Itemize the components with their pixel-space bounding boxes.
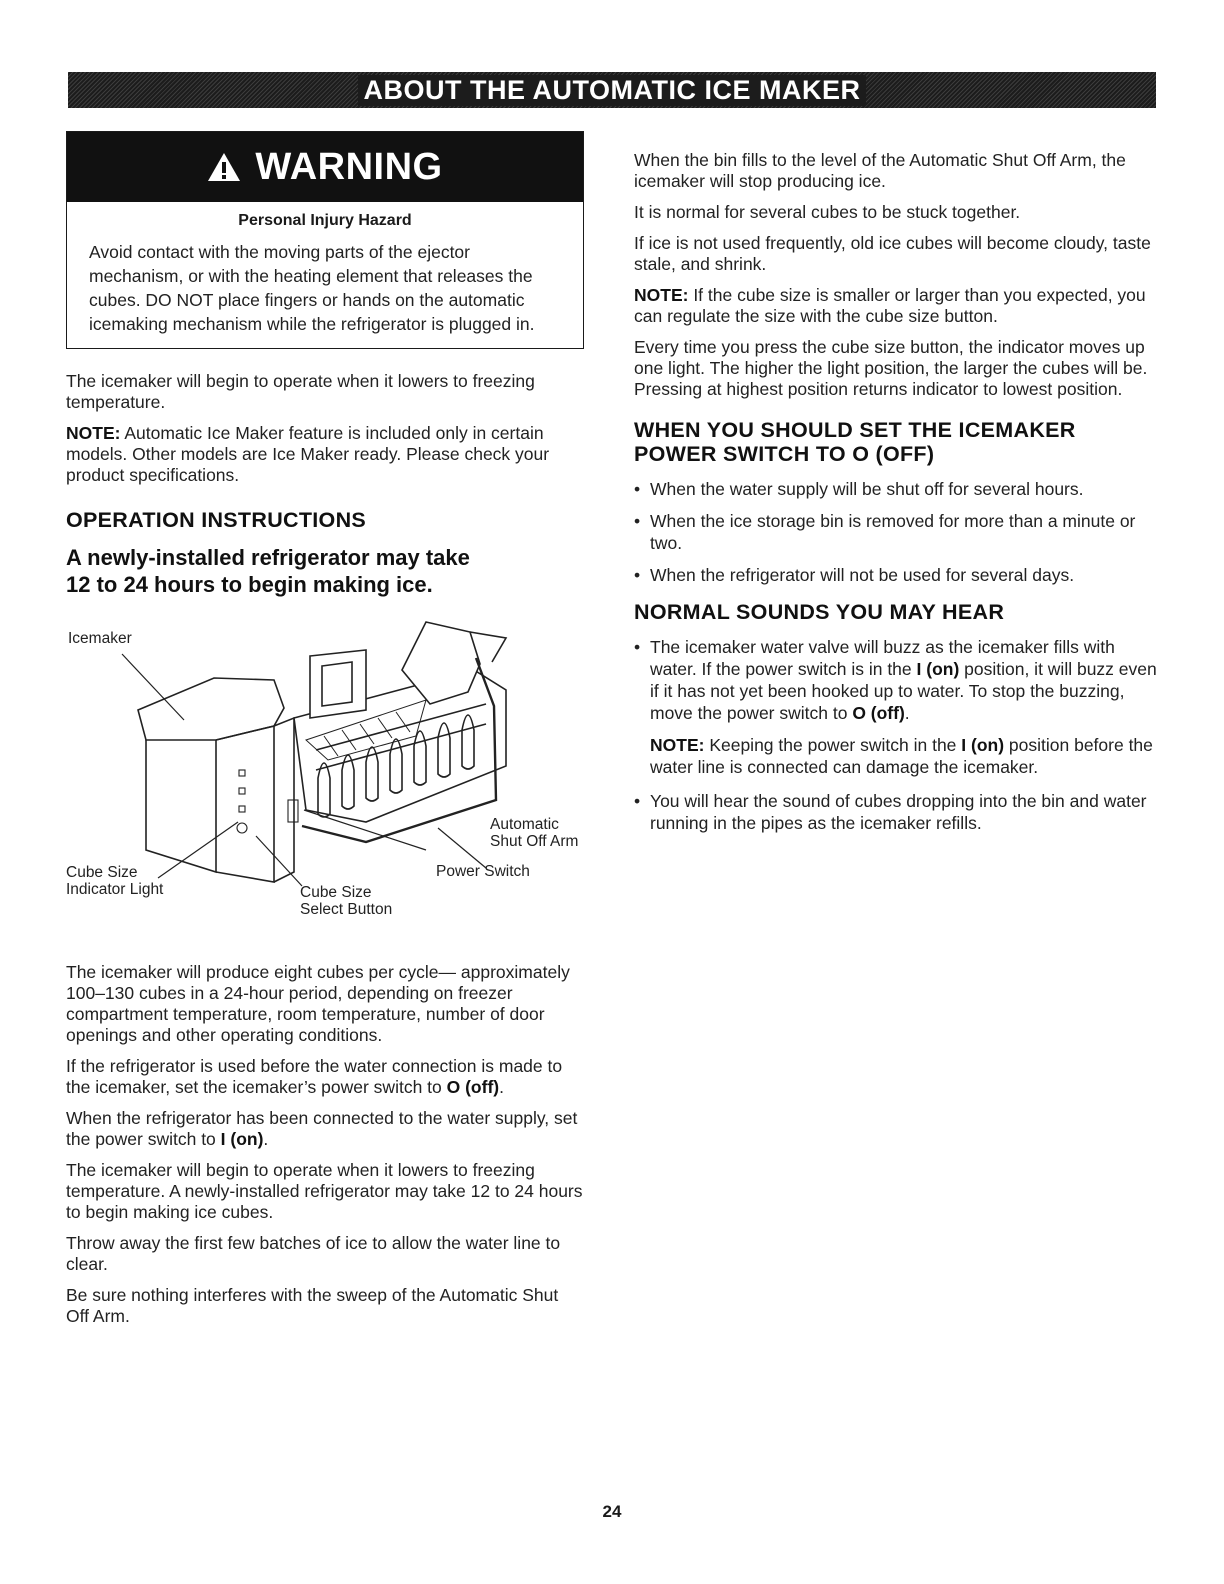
power-switch-off-heading <box>634 418 1160 466</box>
cycle-paragraph: The icemaker will produce eight cubes per cycle— approximately 100–130 cubes in a 24-hour period, depending on freezer compartment temperature, room temperature, number of door openings and other operating conditions. <box>66 962 570 1045</box>
warning-body: Avoid contact with the moving parts of the ejector mechanism, or with the heating element that releases the cubes. DO NOT place fingers or hands on the automatic icemaking mechanism while the refrigerator is plugged in. <box>89 242 535 334</box>
label-select-line2: Select Button <box>300 901 393 918</box>
list-item: • When the ice storage bin is removed for more than a minute or two. <box>634 510 1160 554</box>
p2-text: If the refrigerator is used before the water connection is made to the icemaker, set the icemaker’s power switch to <box>66 1056 563 1097</box>
p2-end: . <box>499 1077 504 1097</box>
icemaker-diagram <box>66 610 586 950</box>
sounds-list-continued <box>634 790 1160 834</box>
install-subtitle-line1: A newly-installed refrigerator may take <box>66 545 470 570</box>
left-column <box>66 131 586 1337</box>
p3-on-label: I (on) <box>220 1129 264 1149</box>
throw-away-paragraph: Throw away the first few batches of ice to allow the water line to clear. <box>66 1233 561 1274</box>
p3-end: . <box>263 1129 269 1149</box>
label-power-switch: Power Switch <box>436 863 530 880</box>
power-switch-heading-line1: WHEN YOU SHOULD SET THE ICEMAKER <box>634 418 1076 442</box>
before-connection-paragraph <box>66 1056 586 1098</box>
label-indicator-line1: Cube Size <box>66 864 138 881</box>
label-indicator-line2: Indicator Light <box>66 881 164 898</box>
warning-subheading: Personal Injury Hazard <box>238 212 412 229</box>
label-cube-size-select <box>300 884 392 918</box>
warning-header <box>67 132 583 202</box>
intro-paragraph: The icemaker will begin to operate when it lowers to freezing temperature. <box>66 371 535 412</box>
buzz-off-label: O (off) <box>852 703 905 723</box>
power-switch-note-text1: Keeping the power switch in the <box>704 735 962 755</box>
cube-size-note-text: If the cube size is smaller or larger than you expected, you can regulate the size with the cube size button. <box>634 285 1146 326</box>
label-icemaker: Icemaker <box>68 630 132 647</box>
list-item: • When the refrigerator will not be used for several days. <box>634 564 1160 586</box>
label-select-line1: Cube Size <box>300 884 372 901</box>
buzz-end: . <box>904 703 910 723</box>
old-ice-paragraph: If ice is not used frequently, old ice cubes will become cloudy, taste stale, and shrink. <box>634 233 1151 274</box>
p3-text: When the refrigerator has been connected to the water supply, set the power switch to <box>66 1108 578 1149</box>
indicator-paragraph: Every time you press the cube size button, the indicator moves up one light. The higher the light position, the larger the cubes will be. Pressing at highest position returns indicator to lowest position. <box>634 337 1148 399</box>
note-label: NOTE: <box>66 423 121 443</box>
label-shut-off-arm <box>490 816 578 850</box>
buzz-text: The icemaker water valve will buzz as the icemaker fills with water. If the power switch is in the <box>650 637 1115 679</box>
label-cube-size-indicator <box>66 864 163 898</box>
note-paragraph <box>66 423 586 486</box>
list-item <box>634 636 1160 724</box>
normal-sounds-heading: NORMAL SOUNDS YOU MAY HEAR <box>634 600 1005 624</box>
label-shut-off-arm-line2: Shut Off Arm <box>490 833 579 850</box>
right-column <box>634 150 1160 844</box>
p2-off-label: O (off) <box>446 1077 500 1097</box>
warning-box <box>66 131 584 349</box>
page-number: 24 <box>602 1502 622 1521</box>
power-switch-note <box>634 734 1160 778</box>
install-subtitle <box>66 544 586 598</box>
power-switch-heading-line2: POWER SWITCH TO O (OFF) <box>634 442 935 466</box>
install-subtitle-line2: 12 to 24 hours to begin making ice. <box>66 572 433 597</box>
operation-instructions-heading: OPERATION INSTRUCTIONS <box>66 508 367 532</box>
list-item: • When the water supply will be shut off for several hours. <box>634 478 1160 500</box>
begin-operate-paragraph: The icemaker will begin to operate when it lowers to freezing temperature. A newly-installed refrigerator may take 12 to 24 hours to begin making ice cubes. <box>66 1160 583 1222</box>
list-item: • You will hear the sound of cubes dropping into the bin and water running in the pipes as the icemaker refills. <box>634 790 1160 834</box>
cube-size-note <box>634 285 1160 327</box>
label-shut-off-arm-line1: Automatic <box>490 816 559 833</box>
power-switch-note-label: NOTE: <box>650 735 705 755</box>
warning-triangle-icon <box>207 152 241 182</box>
power-switch-note-on: I (on) <box>961 735 1005 755</box>
bin-full-paragraph: When the bin fills to the level of the Automatic Shut Off Arm, the icemaker will stop producing ice. <box>634 150 1126 191</box>
sweep-paragraph: Be sure nothing interferes with the sweep of the Automatic Shut Off Arm. <box>66 1285 559 1326</box>
after-connection-paragraph <box>66 1108 586 1150</box>
sounds-list <box>634 636 1160 724</box>
power-switch-note-text2: position before the water line is connected can damage the icemaker. <box>650 735 1153 777</box>
stuck-cubes-paragraph: It is normal for several cubes to be stuck together. <box>634 202 1021 222</box>
buzz-mid-text: position, it will buzz even if it has not yet been hooked up to water. To stop the buzzing, move the power switch to <box>650 659 1157 723</box>
page-banner <box>68 72 1156 108</box>
warning-heading: WARNING <box>255 145 443 188</box>
buzz-on-label: I (on) <box>916 659 960 679</box>
off-conditions-list <box>634 478 1160 586</box>
banner-title: ABOUT THE AUTOMATIC ICE MAKER <box>358 75 867 106</box>
cube-size-note-label: NOTE: <box>634 285 689 305</box>
note-text: Automatic Ice Maker feature is included only in certain models. Other models are Ice Maker ready. Please check your product specifications. <box>66 423 550 485</box>
